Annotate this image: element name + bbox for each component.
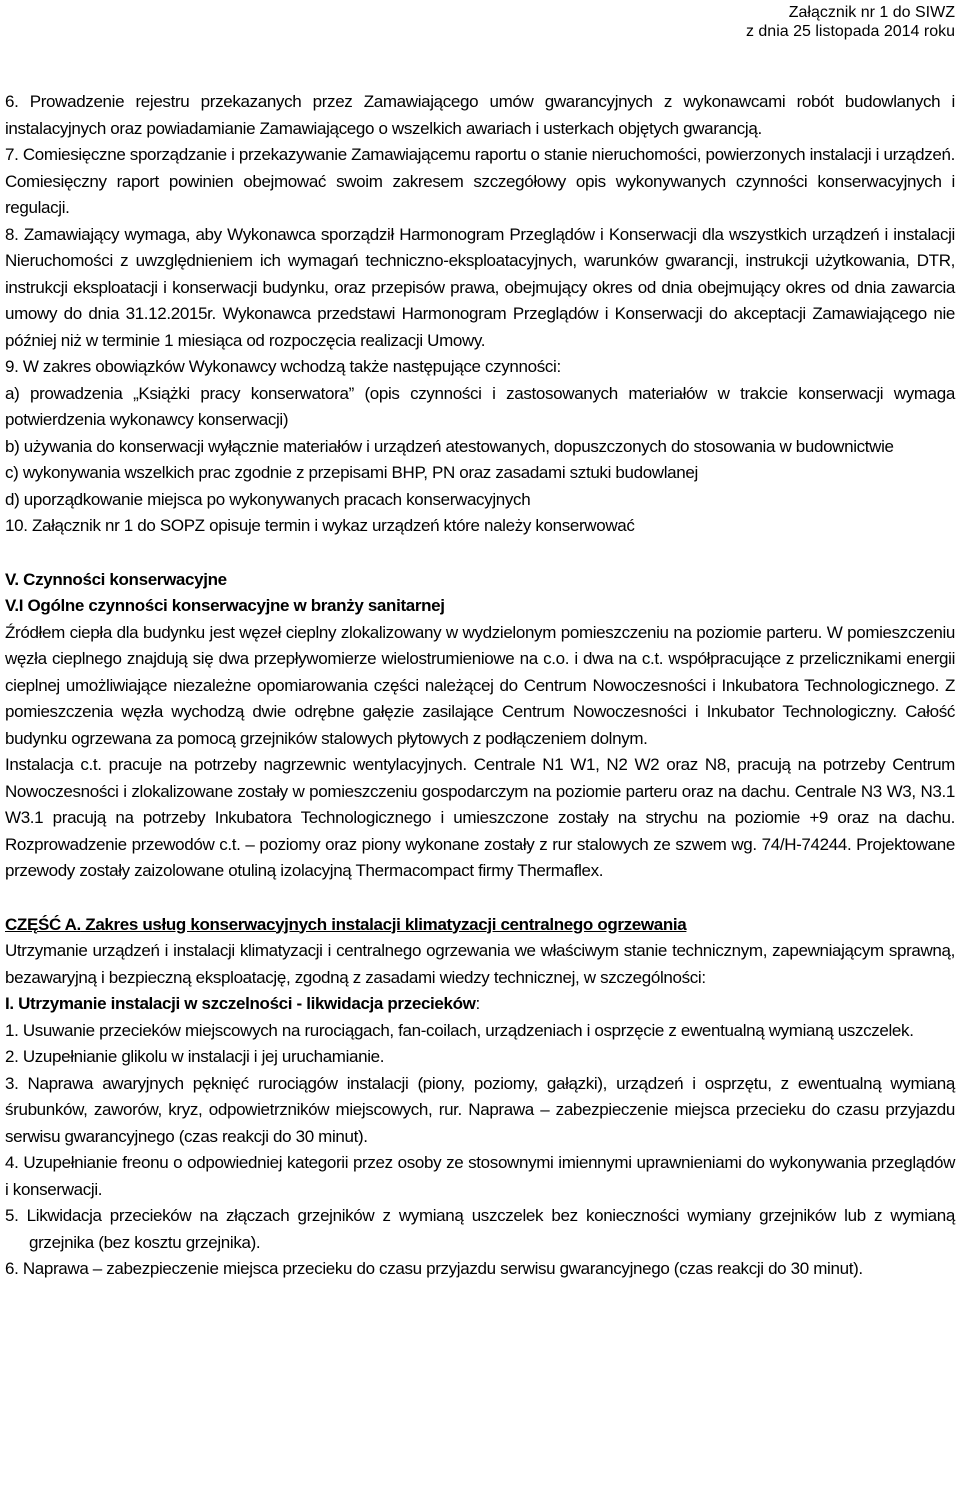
- item-7: 7. Comiesięczne sporządzanie i przekazywanie Zamawiającemu raportu o stanie nieruchomości, powierzonych instalacji i urządzeń. Comiesięczny raport powinien obejmować swoim zakresem szczegółowy opis wykonywanych czynności konserwacyjnych i regulacji.: [5, 145, 955, 217]
- attachment-date: z dnia 25 listopada 2014 roku: [745, 23, 955, 40]
- part-a-item-1: 1. Usuwanie przecieków miejscowych na rurociągach, fan-coilach, urządzeniach i osprzęcie z ewentualną wymianą uszczelek.: [5, 1020, 914, 1040]
- part-a-subheading-text: I. Utrzymanie instalacji w szczelności - likwidacja przecieków: [5, 994, 476, 1013]
- item-8: 8. Zamawiający wymaga, aby Wykonawca sporządził Harmonogram Przeglądów i Konserwacji dla wszystkich urządzeń i instalacji Nieruchomości z uwzględnieniem ich wymagań techniczno-eksploatacyjnych, warunków gwarancji, instrukcji użytkowania, DTR, instrukcji eksploatacji i konserwacji budynku, oraz przepisów prawa, obejmujący okres od dnia obejmujący okres od dnia zawarcia umowy do dnia 31.12.2015r. Wykonawca przedstawi Harmonogram Przeglądów i Konserwacji do akceptacji Zamawiającego nie później niż w terminie 1 miesiąca od rozpoczęcia realizacji Umowy.: [5, 224, 955, 350]
- section-v1-heading: V.I Ogólne czynności konserwacyjne w branży sanitarnej: [5, 596, 445, 615]
- page-header: [746, 3, 955, 41]
- document-body: [5, 89, 955, 1283]
- item-9d: d) uporządkowanie miejsca po wykonywanych pracach konserwacyjnych: [5, 489, 531, 509]
- item-10: 10. Załącznik nr 1 do SOPZ opisuje termin i wykaz urządzeń które należy konserwować: [5, 516, 635, 535]
- spacer: [5, 540, 955, 567]
- item-9c: c) wykonywania wszelkich prac zgodnie z przepisami BHP, PN oraz zasadami sztuki budowlanej: [5, 463, 698, 482]
- part-a-item-4: 4. Uzupełnianie freonu o odpowiedniej kategorii przez osoby ze stosownymi imiennymi uprawnieniami do wykonywania przeglądów i konserwacji.: [5, 1153, 955, 1199]
- part-a-heading: [5, 912, 955, 939]
- part-a-item-5: 5. Likwidacja przecieków na złączach grzejników z wymianą uszczelek bez konieczności wymiany grzejników lub z wymianą grzejnika (bez kosztu grzejnika).: [5, 1206, 955, 1252]
- section-v1-paragraph-1: Źródłem ciepła dla budynku jest węzeł cieplny zlokalizowany w wydzielonym pomieszczeniu na poziomie parteru. W pomieszczeniu węzła cieplnego znajdują się dwa przepływomierze wielostrumieniowe na c.o. i dwa na c.t. współpracujące z przelicznikami energii cieplnej umożliwiające niezależne opomiarowania części należącej do Centrum Nowoczesności i Inkubatora Technologicznego. Z pomieszczenia węzła wychodzą dwie odrębne gałęzie zasilające Centrum Nowoczesności i Inkubator Technologiczny. Całość budynku ogrzewana za pomocą grzejników stalowych płytowych z podłączeniem dolnym.: [5, 622, 955, 748]
- part-a-subheading-colon: :: [475, 994, 480, 1013]
- section-v1-paragraph-2: Instalacja c.t. pracuje na potrzeby nagrzewnic wentylacyjnych. Centrale N1 W1, N2 W2 oraz N8, pracują na potrzeby Centrum Nowoczesności i zlokalizowane zostały w pomieszczeniu gospodarczym na poziomie parteru oraz na dachu. Centrale N3 W3, N3.1 W3.1 pracują na potrzeby Inkubatora Technologicznego i umieszczone zostały na strychu na poziomie +9 oraz na dachu. Rozprowadzenie przewodów c.t. – poziomy oraz piony wykonane zostały z rur stalowych ze szwem wg. 74/H-74244. Projektowane przewody zostały zaizolowane otuliną izolacyjną Thermacompact firmy Thermaflex.: [5, 755, 955, 880]
- part-a-subheading: [5, 991, 955, 1018]
- item-9: 9. W zakres obowiązków Wykonawcy wchodzą także następujące czynności:: [5, 357, 561, 376]
- item-9a: a) prowadzenia „Książki pracy konserwatora” (opis czynności i zastosowanych materiałów w trakcie konserwacji wymaga potwierdzenia wykonawcy konserwacji): [5, 383, 955, 429]
- part-a-intro: Utrzymanie urządzeń i instalacji klimatyzacji i centralnego ogrzewania we właściwym stanie technicznym, zapewniającym sprawną, bezawaryjną i bezpieczną eksploatację, zgodną z zasadami wiedzy technicznej, w szczególności:: [5, 941, 955, 987]
- part-a-label: CZĘŚĆ A.: [5, 914, 81, 934]
- spacer: [5, 885, 955, 912]
- part-a-item-2: 2. Uzupełnianie glikolu w instalacji i jej uruchamianie.: [5, 1047, 385, 1066]
- part-a-item-6: 6. Naprawa – zabezpieczenie miejsca przecieku do czasu przyjazdu serwisu gwarancyjnego (czas reakcji do 30 minut).: [5, 1259, 863, 1278]
- item-6: 6. Prowadzenie rejestru przekazanych przez Zamawiającego umów gwarancyjnych z wykonawcami robót budowlanych i instalacyjnych oraz powiadamianie Zamawiającego o wszelkich awariach i usterkach objętych gwarancją.: [5, 92, 955, 138]
- item-9b: b) używania do konserwacji wyłącznie materiałów i urządzeń atestowanych, dopuszczonych do stosowania w budownictwie: [5, 436, 894, 456]
- section-v-heading: V. Czynności konserwacyjne: [5, 569, 227, 589]
- part-a-title: Zakres usług konserwacyjnych instalacji klimatyzacji centralnego ogrzewania: [80, 914, 687, 934]
- attachment-label: Załącznik nr 1 do SIWZ: [788, 4, 955, 21]
- part-a-item-3: 3. Naprawa awaryjnych pęknięć rurociągów instalacji (piony, poziomy, gałązki), urządzeń i osprzętu, z ewentualną wymianą śrubunków, zaworów, kryz, odpowietrzników miejscowych, rur. Naprawa – zabezpieczenie miejsca przecieku do czasu przyjazdu serwisu gwarancyjnego (czas reakcji do 30 minut).: [5, 1073, 955, 1146]
